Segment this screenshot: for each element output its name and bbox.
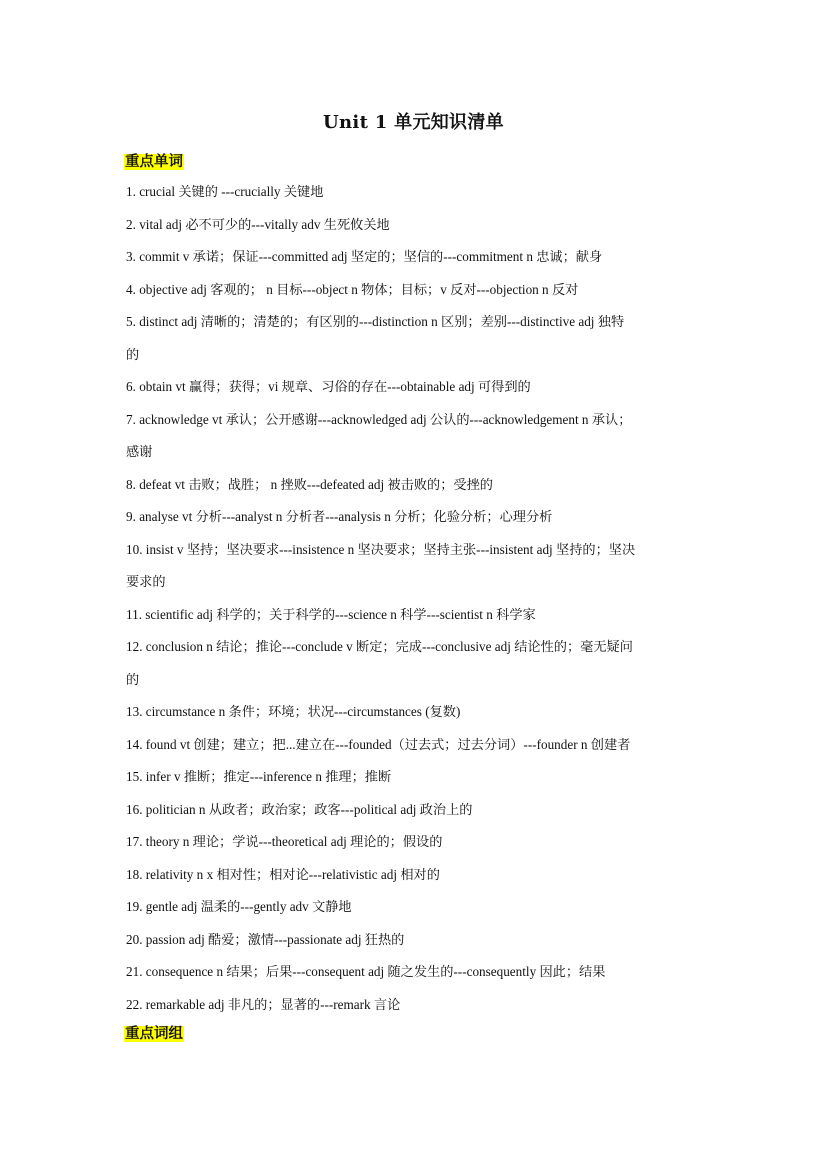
section-heading-key-words [124,150,184,171]
vocab-line: 12. conclusion n 结论；推论---conclude v 断定；完成---conclusive adj 结论性的；毫无疑问 [126,639,633,654]
vocab-line: 19. gentle adj 温柔的---gently adv 文静地 [126,899,352,914]
vocab-line: 4. objective adj 客观的； n 目标---object n 物体；目标；v 反对---objection n 反对 [126,282,579,297]
vocab-line: 9. analyse vt 分析---analyst n 分析者---analysis n 分析；化验分析；心理分析 [126,509,553,524]
vocab-line: 1. crucial 关键的 ---crucially 关键地 [126,184,324,199]
section-heading-text: 重点单词 [125,154,183,170]
vocab-line: 13. circumstance n 条件；环境；状况---circumstances (复数) [126,704,461,719]
vocab-line: 18. relativity n x 相对性；相对论---relativistic adj 相对的 [126,867,440,882]
vocab-line: 22. remarkable adj 非凡的；显著的---remark 言论 [126,997,401,1012]
vocab-line: 10. insist v 坚持；坚决要求---insistence n 坚决要求；坚持主张---insistent adj 坚持的；坚决 [126,542,636,557]
vocab-line: 16. politician n 从政者；政治家；政客---political adj 政治上的 [126,802,473,817]
vocab-line: 14. found vt 创建；建立；把...建立在---founded（过去式；过去分词）---founder n 创建者 [126,737,631,752]
vocab-line-continued: 的 [126,672,140,687]
vocab-line: 7. acknowledge vt 承认；公开感谢---acknowledged adj 公认的---acknowledgement n 承认； [126,412,632,427]
vocab-line: 20. passion adj 酷爱；激情---passionate adj 狂热的 [126,932,405,947]
vocab-line-continued: 的 [126,347,140,362]
vocab-line: 21. consequence n 结果；后果---consequent adj 随之发生的---consequently 因此；结果 [126,964,606,979]
vocab-line: 3. commit v 承诺；保证---committed adj 坚定的；坚信的---commitment n 忠诚；献身 [126,249,603,264]
vocab-line: 5. distinct adj 清晰的；清楚的；有区别的---distinction n 区别；差别---distinctive adj 独特 [126,314,625,329]
vocab-line: 6. obtain vt 赢得；获得；vi 规章、习俗的存在---obtainable adj 可得到的 [126,379,531,394]
section-heading-text: 重点词组 [125,1026,183,1042]
vocab-line: 17. theory n 理论；学说---theoretical adj 理论的；假设的 [126,834,443,849]
vocab-line-continued: 要求的 [126,574,166,589]
vocab-line: 15. infer v 推断；推定---inference n 推理；推断 [126,769,392,784]
vocab-line-continued: 感谢 [126,444,153,459]
vocab-line: 2. vital adj 必不可少的---vitally adv 生死攸关地 [126,217,390,232]
vocab-line: 11. scientific adj 科学的；关于科学的---science n 科学---scientist n 科学家 [126,607,536,622]
page-title: Unit 1 单元知识清单 [323,112,504,133]
vocab-line: 8. defeat vt 击败；战胜； n 挫败---defeated adj 被击败的；受挫的 [126,477,493,492]
section-heading-key-phrases [124,1022,184,1043]
